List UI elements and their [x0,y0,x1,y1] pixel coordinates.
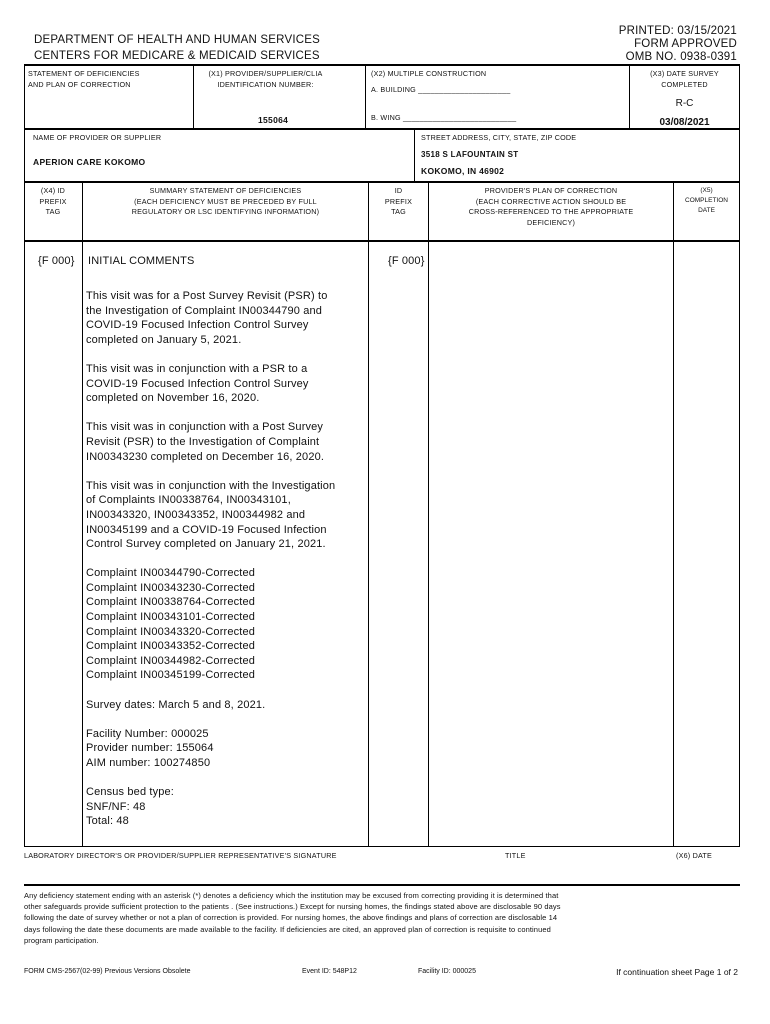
summary-heading: SUMMARY STATEMENT OF DEFICIENCIES (EACH DEFICIENCY MUST BE PRECEDED BY FULL REGULATORY OR LSC IDENTIFYING INFORMATION) [131,186,320,216]
page-indicator: If continuation sheet Page 1 of 2 [616,967,738,977]
address-street: 3518 S LAFOUNTAIN ST [421,150,519,159]
id-heading: ID PREFIX TAG [384,186,413,216]
provider-name: APERION CARE KOKOMO [33,157,146,167]
paragraph: Census bed type: SNF/NF: 48 Total: 48 [86,786,175,828]
paragraph: Complaint IN00344790-Corrected Complaint IN00343230-Corrected Complaint IN00338764-Corrected Complaint IN00343101-Corrected Complaint IN00343320-Corrected Complaint IN00343352-Corrected Complaint IN00344982-Corrected Complaint IN00345199-Corrected [86,567,255,682]
survey-code: R-C [675,98,694,109]
x1-label: (X1) PROVIDER/SUPPLIER/CLIA IDENTIFICATION NUMBER: [208,69,323,89]
facility-id: Facility ID: 000025 [418,968,476,975]
tag-right: {F 000} [388,255,425,267]
divider-x2 [365,64,366,128]
rule-above-signature [24,846,740,847]
paragraph: Survey dates: March 5 and 8, 2021. [86,698,266,711]
x4-heading: (X4) ID PREFIX TAG [39,186,67,216]
building-label: A. BUILDING ______________________ [371,85,511,94]
address-city: KOKOMO, IN 46902 [421,166,505,176]
x3-label: (X3) DATE SURVEY COMPLETED [650,69,719,89]
form-number: FORM CMS-2567(02-99) Previous Versions Obsolete [24,968,191,975]
disclaimer: Any deficiency statement ending with an asterisk (*) denotes a deficiency which the institution may be excused from correcting providing it is determined that other safeguards provide sufficient protection to the patients . (See instructions.) Except for nursing homes, the findings stated above are disclosable 90 days following the date of survey whether or not a plan of correction is provided. For nursing homes, the above findings and plans of correction are disclosable 14 days following the date these documents are made available to the facility. If deficiencies are cited, an approved plan of correction is requisite to continued program participation. [24,891,561,945]
omb-number: OMB NO. 0938-0391 [625,51,737,63]
x5-heading: (X5) COMPLETION DATE [685,187,728,214]
divider-col-summary [368,181,369,846]
event-id: Event ID: 548P12 [302,968,357,975]
title-label: TITLE [505,851,526,860]
paragraph: This visit was in conjunction with the Investigation of Complaints IN00338764, IN00343101, IN00343320, IN00343352, IN00344982 and IN00345199 and a COVID-19 Focused Infection Control Survey completed on January 21, 2021. [86,479,336,551]
right-border [739,64,740,846]
divider-col-x4 [82,181,83,846]
divider-col-plan [673,181,674,846]
paragraph: This visit was for a Post Survey Revisit (PSR) to the Investigation of Complaint IN00344790 and COVID-19 Focused Infection Control Survey completed on January 5, 2021. [86,290,328,346]
form-approved: FORM APPROVED [634,38,737,50]
signature-label: LABORATORY DIRECTOR'S OR PROVIDER/SUPPLIER REPRESENTATIVE'S SIGNATURE [24,851,337,860]
paragraph: This visit was in conjunction with a Post Survey Revisit (PSR) to the Investigation of Complaint IN00343230 completed on December 16, 2020. [86,421,325,463]
wing-label: B. WING ___________________________ [371,113,517,122]
address-label: STREET ADDRESS, CITY, STATE, ZIP CODE [421,133,577,142]
statement-label: STATEMENT OF DEFICIENCIES AND PLAN OF CORRECTION [28,69,140,89]
department-title: DEPARTMENT OF HEALTH AND HUMAN SERVICES [34,34,320,46]
survey-date: 03/08/2021 [659,117,710,128]
date-label: (X6) DATE [676,851,713,860]
rule-below-id [24,128,740,130]
entry-heading: INITIAL COMMENTS [88,255,195,267]
provider-id-number: 155064 [258,115,289,125]
divider-col-id [428,181,429,846]
paragraph: This visit was in conjunction with a PSR to a COVID-19 Focused Infection Control Survey completed on November 16, 2020. [86,362,309,405]
plan-heading: PROVIDER'S PLAN OF CORRECTION (EACH CORRECTIVE ACTION SHOULD BE CROSS-REFERENCED TO THE APPROPRIATE DEFICIENCY) [468,186,634,227]
paragraph: Facility Number: 000025 Provider number: 155064 AIM number: 100274850 [86,727,214,769]
entry-body [86,289,366,844]
rule-below-headings [24,240,740,242]
provider-name-label: NAME OF PROVIDER OR SUPPLIER [33,133,162,142]
printed-date: PRINTED: 03/15/2021 [618,25,737,37]
top-rule [24,64,740,66]
x2-label: (X2) MULTIPLE CONSTRUCTION [371,69,487,78]
rule-below-provider [24,181,740,183]
left-border [24,64,25,846]
divider-address [414,128,415,181]
tag-left: {F 000} [38,255,75,267]
rule-below-signature [24,884,740,886]
centers-title: CENTERS FOR MEDICARE & MEDICAID SERVICES [34,50,320,62]
